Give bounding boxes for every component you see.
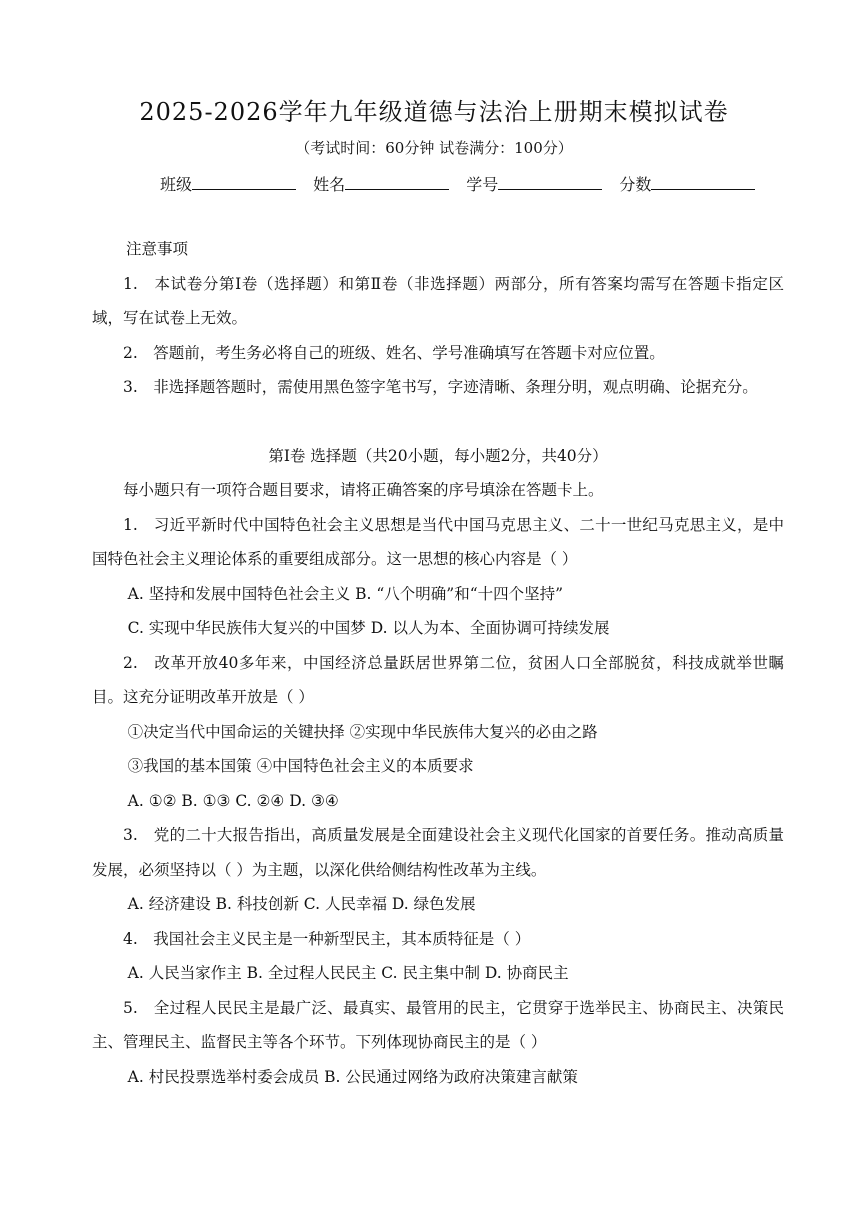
notes-heading: 注意事项 bbox=[126, 240, 189, 258]
note-item: 3. 非选择题答题时，需使用黑色签字笔书写，字迹清晰、条理分明，观点明确、论据充分。 bbox=[123, 378, 758, 396]
question-options-4: A. 人民当家作主 B. 全过程人民民主 C. 民主集中制 D. 协商民主 bbox=[127, 964, 569, 982]
question-stem-1: 1. 习近平新时代中国特色社会主义思想是当代中国马克思主义、二十一世纪马克思主义，是中国特色社会主义理论体系的重要组成部分。这一思想的核心内容是（ ） bbox=[92, 515, 784, 568]
class-field bbox=[160, 172, 296, 195]
question-stem-2: 2. 改革开放40多年来，中国经济总量跃居世界第二位，贫困人口全部脱贫，科技成就举世瞩目。这充分证明改革开放是（ ） bbox=[92, 653, 784, 706]
question-items-2b: ③我国的基本国策 ④中国特色社会主义的本质要求 bbox=[127, 757, 474, 775]
section-title: 第Ⅰ卷 选择题（共20小题，每小题2分，共40分） bbox=[268, 446, 608, 465]
score-blank bbox=[651, 173, 755, 190]
score-field bbox=[619, 172, 755, 195]
question-stem-5: 5. 全过程人民民主是最广泛、最真实、最管用的民主，它贯穿于选举民主、协商民主、决策民主、管理民主、监督民主等各个环节。下列体现协商民主的是（ ） bbox=[92, 998, 784, 1051]
student-id-blank bbox=[498, 173, 602, 190]
class-label: 班级 bbox=[160, 175, 193, 194]
question-options-5: A. 村民投票选举村委会成员 B. 公民通过网络为政府决策建言献策 bbox=[127, 1067, 578, 1086]
name-field bbox=[313, 172, 449, 195]
question-options-1b: C. 实现中华民族伟大复兴的中国梦 D. 以人为本、全面协调可持续发展 bbox=[127, 619, 610, 637]
section-instruction: 每小题只有一项符合题目要求，请将正确答案的序号填涂在答题卡上。 bbox=[123, 481, 604, 499]
note-item: 1. 本试卷分第Ⅰ卷（选择题）和第Ⅱ卷（非选择题）两部分，所有答案均需写在答题卡指定区域，写在试卷上无效。 bbox=[92, 274, 784, 327]
score-label: 分数 bbox=[619, 175, 652, 194]
class-blank bbox=[192, 173, 296, 190]
question-options-3: A. 经济建设 B. 科技创新 C. 人民幸福 D. 绿色发展 bbox=[127, 895, 476, 913]
student-id-label: 学号 bbox=[466, 175, 499, 194]
question-stem-3: 3. 党的二十大报告指出，高质量发展是全面建设社会主义现代化国家的首要任务。推动高质量发展，必须坚持以（ ）为主题，以深化供给侧结构性改革为主线。 bbox=[92, 826, 784, 879]
exam-info: （考试时间：60分钟 试卷满分：100分） bbox=[295, 139, 573, 157]
name-label: 姓名 bbox=[313, 175, 346, 194]
spacer bbox=[92, 405, 784, 439]
exam-content bbox=[92, 232, 784, 1094]
note-item: 2. 答题前，考生务必将自己的班级、姓名、学号准确填写在答题卡对应位置。 bbox=[123, 343, 665, 362]
question-items-2a: ①决定当代中国命运的关键抉择 ②实现中华民族伟大复兴的必由之路 bbox=[127, 722, 598, 741]
question-options-1a: A. 坚持和发展中国特色社会主义 B. “八个明确”和“十四个坚持” bbox=[127, 584, 564, 603]
question-stem-4: 4. 我国社会主义民主是一种新型民主，其本质特征是（ ） bbox=[123, 929, 531, 948]
page-title: 2025-2026学年九年级道德与法治上册期末模拟试卷 bbox=[139, 98, 729, 126]
question-options-2: A. ①② B. ①③ C. ②④ D. ③④ bbox=[127, 791, 339, 810]
name-blank bbox=[345, 173, 449, 190]
student-info-fields bbox=[160, 172, 800, 195]
student-id-field bbox=[466, 172, 602, 195]
